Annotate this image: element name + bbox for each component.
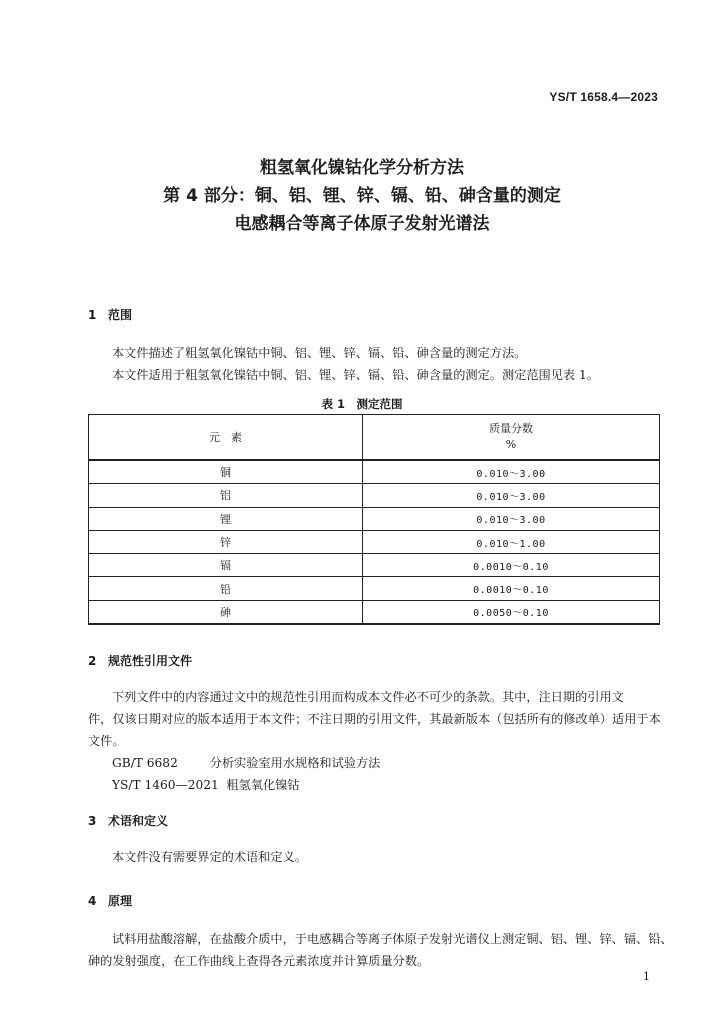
section-3-paragraph: 本文件没有需要界定的术语和定义。 — [112, 850, 307, 864]
title-line-1: 粗氢氧化镍钴化学分析方法 — [260, 158, 464, 178]
range-cell: 0.0010～0.10 — [363, 554, 660, 577]
table-row — [89, 600, 660, 624]
element-cell: 锌 — [89, 530, 363, 553]
section-1-title: 范围 — [108, 308, 133, 322]
section-2-number: 2 — [88, 654, 97, 668]
table-1-caption: 表 1 测定范围 — [321, 397, 403, 411]
section-4-paragraph-line-2: 砷的发射强度，在工作曲线上查得各元素浓度并计算质量分数。 — [88, 954, 430, 968]
range-cell: 0.010～1.00 — [363, 530, 660, 553]
section-1-body — [88, 342, 660, 386]
element-cell: 铜 — [89, 460, 363, 484]
mass-fraction-column-header — [363, 415, 660, 461]
page-number: 1 — [643, 970, 650, 983]
reference-code: YS/T 1460—2021 — [112, 778, 219, 792]
section-1-heading — [88, 306, 132, 323]
element-cell: 砷 — [89, 600, 363, 624]
range-cell: 0.0050～0.10 — [363, 600, 660, 624]
mass-fraction-label: 质量分数 — [489, 422, 533, 435]
element-cell: 镉 — [89, 554, 363, 577]
section-1-paragraph-2: 本文件适用于粗氢氧化镍钴中铜、铝、锂、锌、镉、铅、砷含量的测定。测定范围见表 1。 — [112, 368, 599, 382]
title-line-2: 第 4 部分：铜、铝、锂、锌、镉、铅、砷含量的测定 — [163, 186, 561, 206]
section-3-number: 3 — [88, 814, 97, 828]
element-column-header: 元 素 — [89, 415, 363, 461]
range-cell: 0.010～3.00 — [363, 507, 660, 530]
section-3-body — [88, 846, 660, 868]
element-cell: 铝 — [89, 484, 363, 507]
percent-unit-label: % — [505, 438, 517, 451]
table-row — [89, 554, 660, 577]
standard-number: YS/T 1658.4—2023 — [549, 90, 658, 104]
reference-title: 分析实验室用水规格和试验方法 — [209, 756, 381, 770]
title-line-3: 电感耦合等离子体原子发射光谱法 — [234, 214, 490, 234]
section-2-paragraph-line-1: 下列文件中的内容通过文中的规范性引用而构成本文件必不可少的条款。其中，注日期的引用文 — [112, 690, 624, 704]
reference-title: 粗氢氧化镍钴 — [226, 778, 300, 792]
table-row — [89, 484, 660, 507]
section-4-paragraph-line-1: 试料用盐酸溶解，在盐酸介质中，于电感耦合等离子体原子发射光谱仪上测定铜、铝、锂、锌、镉、铅、 — [112, 932, 673, 946]
section-3-heading — [88, 812, 168, 829]
element-cell: 锂 — [89, 507, 363, 530]
range-table — [88, 414, 660, 625]
reference-code: GB/T 6682 — [112, 756, 178, 770]
section-3-title: 术语和定义 — [108, 814, 169, 828]
section-1-paragraph-1: 本文件描述了粗氢氧化镍钴中铜、铝、锂、锌、镉、铅、砷含量的测定方法。 — [112, 346, 527, 360]
range-cell: 0.0010～0.10 — [363, 577, 660, 600]
reference-item — [88, 752, 660, 774]
document-title — [0, 154, 724, 238]
section-2-paragraph-line-3: 文件。 — [88, 734, 125, 748]
element-cell: 铅 — [89, 577, 363, 600]
section-2-heading — [88, 652, 192, 669]
range-cell: 0.010～3.00 — [363, 484, 660, 507]
table-header-row — [89, 415, 660, 461]
section-1-number: 1 — [88, 308, 97, 322]
table-row — [89, 507, 660, 530]
section-4-title: 原理 — [108, 894, 133, 908]
table-row — [89, 460, 660, 484]
table-row — [89, 577, 660, 600]
reference-item — [88, 774, 660, 796]
section-2-title: 规范性引用文件 — [108, 654, 193, 668]
section-4-body — [88, 928, 673, 972]
range-cell: 0.010～3.00 — [363, 460, 660, 484]
table-row — [89, 530, 660, 553]
section-4-heading — [88, 892, 132, 909]
section-2-paragraph-line-2: 件，仅该日期对应的版本适用于本文件；不注日期的引用文件，其最新版本（包括所有的修改单）适用于本 — [88, 712, 661, 726]
section-2-body — [88, 686, 660, 796]
section-4-number: 4 — [88, 894, 97, 908]
